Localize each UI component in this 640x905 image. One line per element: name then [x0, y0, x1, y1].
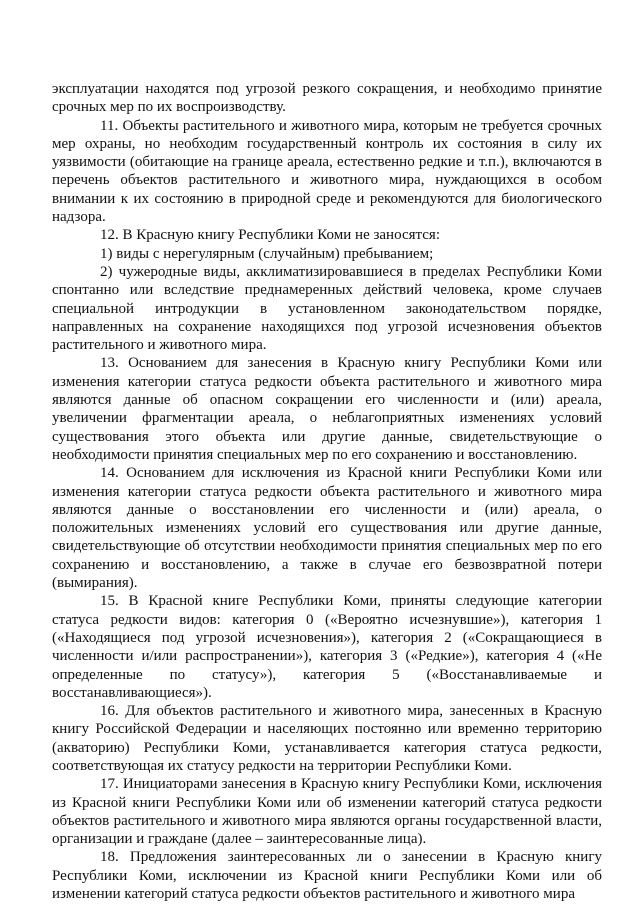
paragraph-15: 15. В Красной книге Республики Коми, приняты следующие категории статуса редкости видов: категория 0 («Вероятно исчезнувшие»), категория 1 («Находящиеся под угрозой исчезновения»), категория 2 («Сокращающиеся в численности и/или распространении»), категория 3 («Редкие»), категория 4 («Не определенные по статусу»), категория 5 («Восстанавливаемые и восстанавливающиеся»).	[52, 593, 602, 701]
document-page	[52, 80, 602, 903]
paragraph-17: 17. Инициаторами занесения в Красную книгу Республики Коми, исключения из Красной книги Республики Коми или об изменении категорий статуса редкости объектов растительного и животного мира являются органы государственной власти, организации и граждане (далее – заинтересованные лица).	[52, 776, 602, 848]
paragraph-12: 12. В Красную книгу Республики Коми не заносятся:	[100, 227, 440, 244]
paragraph-18: 18. Предложения заинтересованных ли о занесении в Красную книгу Республики Коми, исключении из Красной книги Республики Коми или об изменении категорий статуса редкости объектов растительного и животного мира	[52, 849, 602, 903]
paragraph-11: 11. Объекты растительного и животного мира, которым не требуется срочных мер охраны, но необходим государственный контроль их состояния в силу их уязвимости (обитающие на границе ареала, естественно редкие и т.п.), включаются в перечень объектов растительного и животного мира, нуждающихся в особом внимании к их состоянию в природной среде и рекомендуются для биологического надзора.	[52, 117, 602, 226]
paragraph-12-item-1: 1) виды с нерегулярным (случайным) пребыванием;	[100, 245, 434, 262]
paragraph-12-item-2: 2) чужеродные виды, акклиматизировавшиеся в пределах Республики Коми спонтанно или вследствие преднамеренных действий человека, кроме случаев специальной интродукции в установленном законодательством порядке, направленных на сохранение находящихся под угрозой исчезновения объектов растительного и животного мира.	[52, 263, 602, 354]
paragraph-13: 13. Основанием для занесения в Красную книгу Республики Коми или изменения категории статуса редкости объекта растительного и животного мира являются данные об опасном сокращении его численности и (или) ареала, увеличении фрагментации ареала, о неблагоприятных изменениях условий существования этого объекта или другие данные, свидетельствующие о необходимости принятия специальных мер по его сохранению и восстановлению.	[52, 355, 602, 463]
paragraph-continuation: эксплуатации находятся под угрозой резкого сокращения, и необходимо принятие срочных мер по их воспроизводству.	[52, 81, 602, 116]
paragraph-14: 14. Основанием для исключения из Красной книги Республики Коми или изменения категории статуса редкости объекта растительного и животного мира являются данные о восстановлении его численности и (или) ареала, о положительных изменениях условий его существования или другие данные, свидетельствующие об отсутствии необходимости принятия специальных мер по его сохранению и восстановлению, а также в случае его безвозвратной потери (вымирания).	[52, 465, 602, 592]
paragraph-16: 16. Для объектов растительного и животного мира, занесенных в Красную книгу Российской Федерации и населяющих постоянно или временно территорию (акваторию) Республики Коми, устанавливается категория статуса редкости, соответствующая их статусу редкости на территории Республики Коми.	[52, 703, 602, 774]
